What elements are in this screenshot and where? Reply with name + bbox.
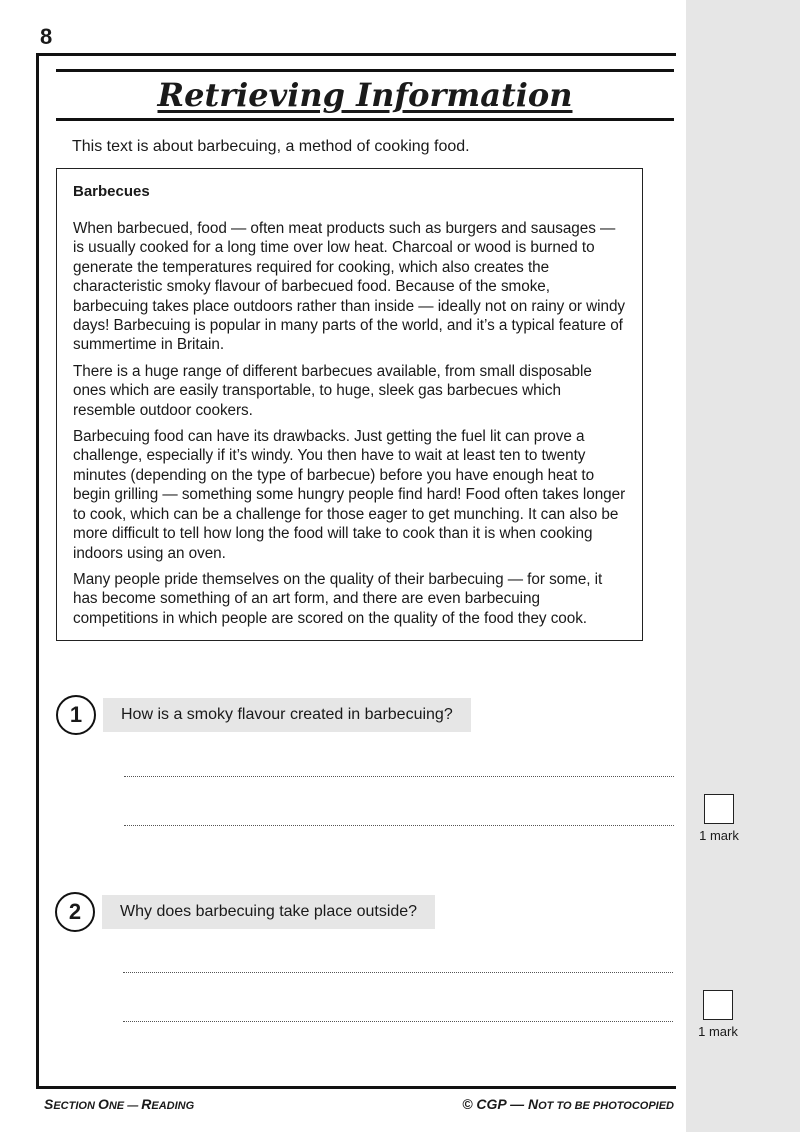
answer-line[interactable] — [124, 825, 674, 826]
answer-line[interactable] — [123, 972, 673, 973]
mark-label: 1 mark — [699, 828, 739, 843]
passage-paragraph: When barbecued, food — often meat products such as burgers and sausages — is usually cooked for a long time over low heat. Charcoal or wood is burned to generate the temperatures required for cooking, which also creates the characteristic smoky flavour of barbecued food. Because of the smoke, barbecuing takes place outdoors rather than inside — ideally not on rainy or windy days! Barbecuing is popular in many parts of the world, and it’s a typical feature of summertime in Britain. — [73, 220, 626, 354]
question-prompt: How is a smoky flavour created in barbecuing? — [103, 698, 471, 732]
frame-top-border — [36, 53, 676, 56]
answer-line[interactable] — [124, 776, 674, 777]
question-number-badge: 2 — [55, 892, 95, 932]
passage-heading: Barbecues — [73, 183, 150, 200]
passage-paragraph: Many people pride themselves on the quality of their barbecuing — for some, it has become something of an art form, and there are even barbecuing competitions in which people are scored on the quality of the food they cook. — [73, 570, 603, 627]
footer-copyright: © CGP — NOT TO BE PHOTOCOPIED — [462, 1096, 674, 1112]
passage-paragraph: There is a huge range of different barbecues available, from small disposable ones which are easily transportable, to huge, sleek gas barbecues which resemble outdoor cookers. — [73, 362, 592, 419]
marking-margin — [686, 0, 800, 1132]
answer-line[interactable] — [123, 1021, 673, 1022]
passage-paragraph: Barbecuing food can have its drawbacks. Just getting the fuel lit can prove a challenge, especially if it’s windy. You then have to wait at least ten to twenty minutes (depending on the type of barbecue) before you have enough heat to begin grilling — something some hungry people find hard! Food often takes longer to cook, which can be a challenge for those eager to get munching. It can also be more difficult to tell how long the food will take to cook than it is when cooking indoors using an oven. — [73, 428, 626, 562]
question-number-badge: 1 — [56, 695, 96, 735]
page-title: Retrieving Information — [157, 76, 573, 114]
question-prompt: Why does barbecuing take place outside? — [102, 895, 435, 929]
page-number: 8 — [40, 24, 53, 49]
title-rule-bottom — [56, 118, 674, 121]
reading-passage — [56, 168, 643, 641]
title-rule-top — [56, 69, 674, 72]
footer-section-label: SECTION ONE — READING — [44, 1096, 195, 1112]
mark-label: 1 mark — [698, 1024, 738, 1039]
mark-box[interactable] — [703, 990, 733, 1020]
intro-text: This text is about barbecuing, a method of cooking food. — [72, 138, 470, 155]
frame-bottom-border — [36, 1086, 676, 1089]
mark-box[interactable] — [704, 794, 734, 824]
frame-left-border — [36, 53, 39, 1089]
